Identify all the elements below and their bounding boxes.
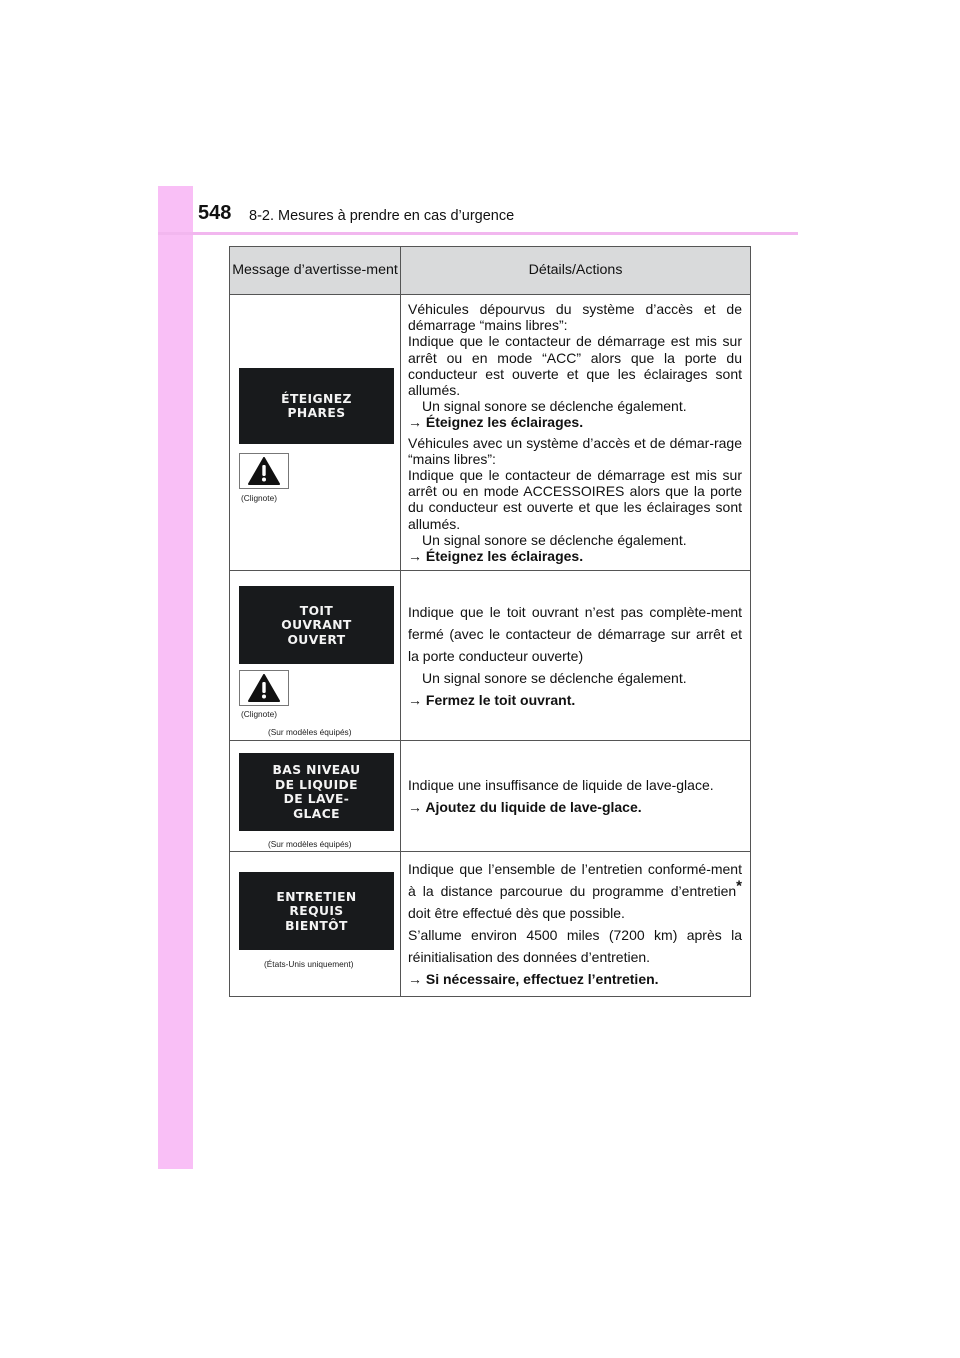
blink-caption: (Clignote): [241, 709, 277, 720]
table-header-row: [230, 247, 751, 295]
warning-triangle-icon: [239, 670, 289, 706]
arrow-icon: →: [408, 548, 422, 565]
arrow-icon: →: [408, 691, 422, 708]
buzzer-text: Un signal sonore se déclenche également.: [422, 531, 687, 548]
action-text: → Si nécessaire, effectuez l’entretien.: [408, 971, 659, 988]
description-text: Indique que l’ensemble de l’entretien conformé-ment à la distance parcourue du programme d’entretien* doit être effectué dès que possible.: [408, 861, 742, 922]
buzzer-text: Un signal sonore se déclenche également.: [422, 669, 687, 686]
blink-caption: (Clignote): [241, 493, 277, 503]
footnote-mark: *: [736, 877, 742, 895]
description-text: Indique une insuffisance de liquide de lave-glace.: [408, 777, 714, 794]
description-text: S’allume environ 4500 miles (7200 km) après la réinitialisation des données d’entretien.: [408, 927, 742, 966]
warning-triangle-icon: [239, 453, 289, 489]
model-caption: (Sur modèles équipés): [268, 839, 352, 850]
display-message: BAS NIVEAU DE LIQUIDE DE LAVE- GLACE: [239, 753, 394, 831]
message-cell: [230, 852, 401, 997]
page-number: 548: [198, 202, 232, 224]
description-text: Indique que le contacteur de démarrage est mis sur arrêt ou en mode ACCESSOIRES alors que la porte du conducteur est ouverte et que les éclairages sont allumés.: [408, 467, 742, 532]
condition-text: Véhicules avec un système d’accès et de démar-rage “mains libres”:: [408, 434, 742, 467]
warning-table: [229, 246, 751, 997]
condition-text: Véhicules dépourvus du système d’accès et de démarrage “mains libres”:: [408, 301, 742, 334]
buzzer-text: Un signal sonore se déclenche également.: [422, 398, 687, 415]
message-cell: [230, 741, 401, 852]
details-cell: [401, 571, 751, 741]
table-row: [230, 571, 751, 741]
header-rule: [158, 232, 798, 235]
side-tab-band: [158, 186, 193, 1169]
col-header-details: Détails/Actions: [401, 247, 751, 295]
details-cell: [401, 741, 751, 852]
message-cell: [230, 295, 401, 571]
arrow-icon: →: [408, 971, 422, 988]
section-title: 8-2. Mesures à prendre en cas d’urgence: [249, 208, 515, 224]
table-row: [230, 852, 751, 997]
details-cell: [401, 852, 751, 997]
col-header-message: Message d’avertisse-ment: [230, 247, 401, 295]
message-cell: [230, 571, 401, 741]
description-text: Indique que le toit ouvrant n’est pas complète-ment fermé (avec le contacteur de démarrage sur arrêt et la porte conducteur ouverte): [408, 603, 742, 664]
display-message: TOIT OUVRANT OUVERT: [239, 586, 394, 664]
model-caption: (Sur modèles équipés): [268, 727, 352, 738]
table-row: [230, 741, 751, 852]
arrow-icon: →: [408, 414, 422, 431]
description-text: Indique que le contacteur de démarrage est mis sur arrêt ou en mode “ACC” alors que la porte du conducteur est ouverte et que les éclairages sont allumés.: [408, 333, 742, 399]
action-text: → Éteignez les éclairages.: [408, 548, 584, 565]
display-message: ENTRETIEN REQUIS BIENTÔT: [239, 872, 394, 950]
action-text: → Éteignez les éclairages.: [408, 414, 584, 431]
action-text: → Ajoutez du liquide de lave-glace.: [408, 799, 642, 816]
display-message: ÉTEIGNEZ PHARES: [239, 368, 394, 444]
arrow-icon: →: [408, 799, 422, 816]
details-cell: [401, 295, 751, 571]
table-row: [230, 295, 751, 571]
region-caption: (États-Unis uniquement): [264, 959, 354, 970]
action-text: → Fermez le toit ouvrant.: [408, 691, 576, 708]
